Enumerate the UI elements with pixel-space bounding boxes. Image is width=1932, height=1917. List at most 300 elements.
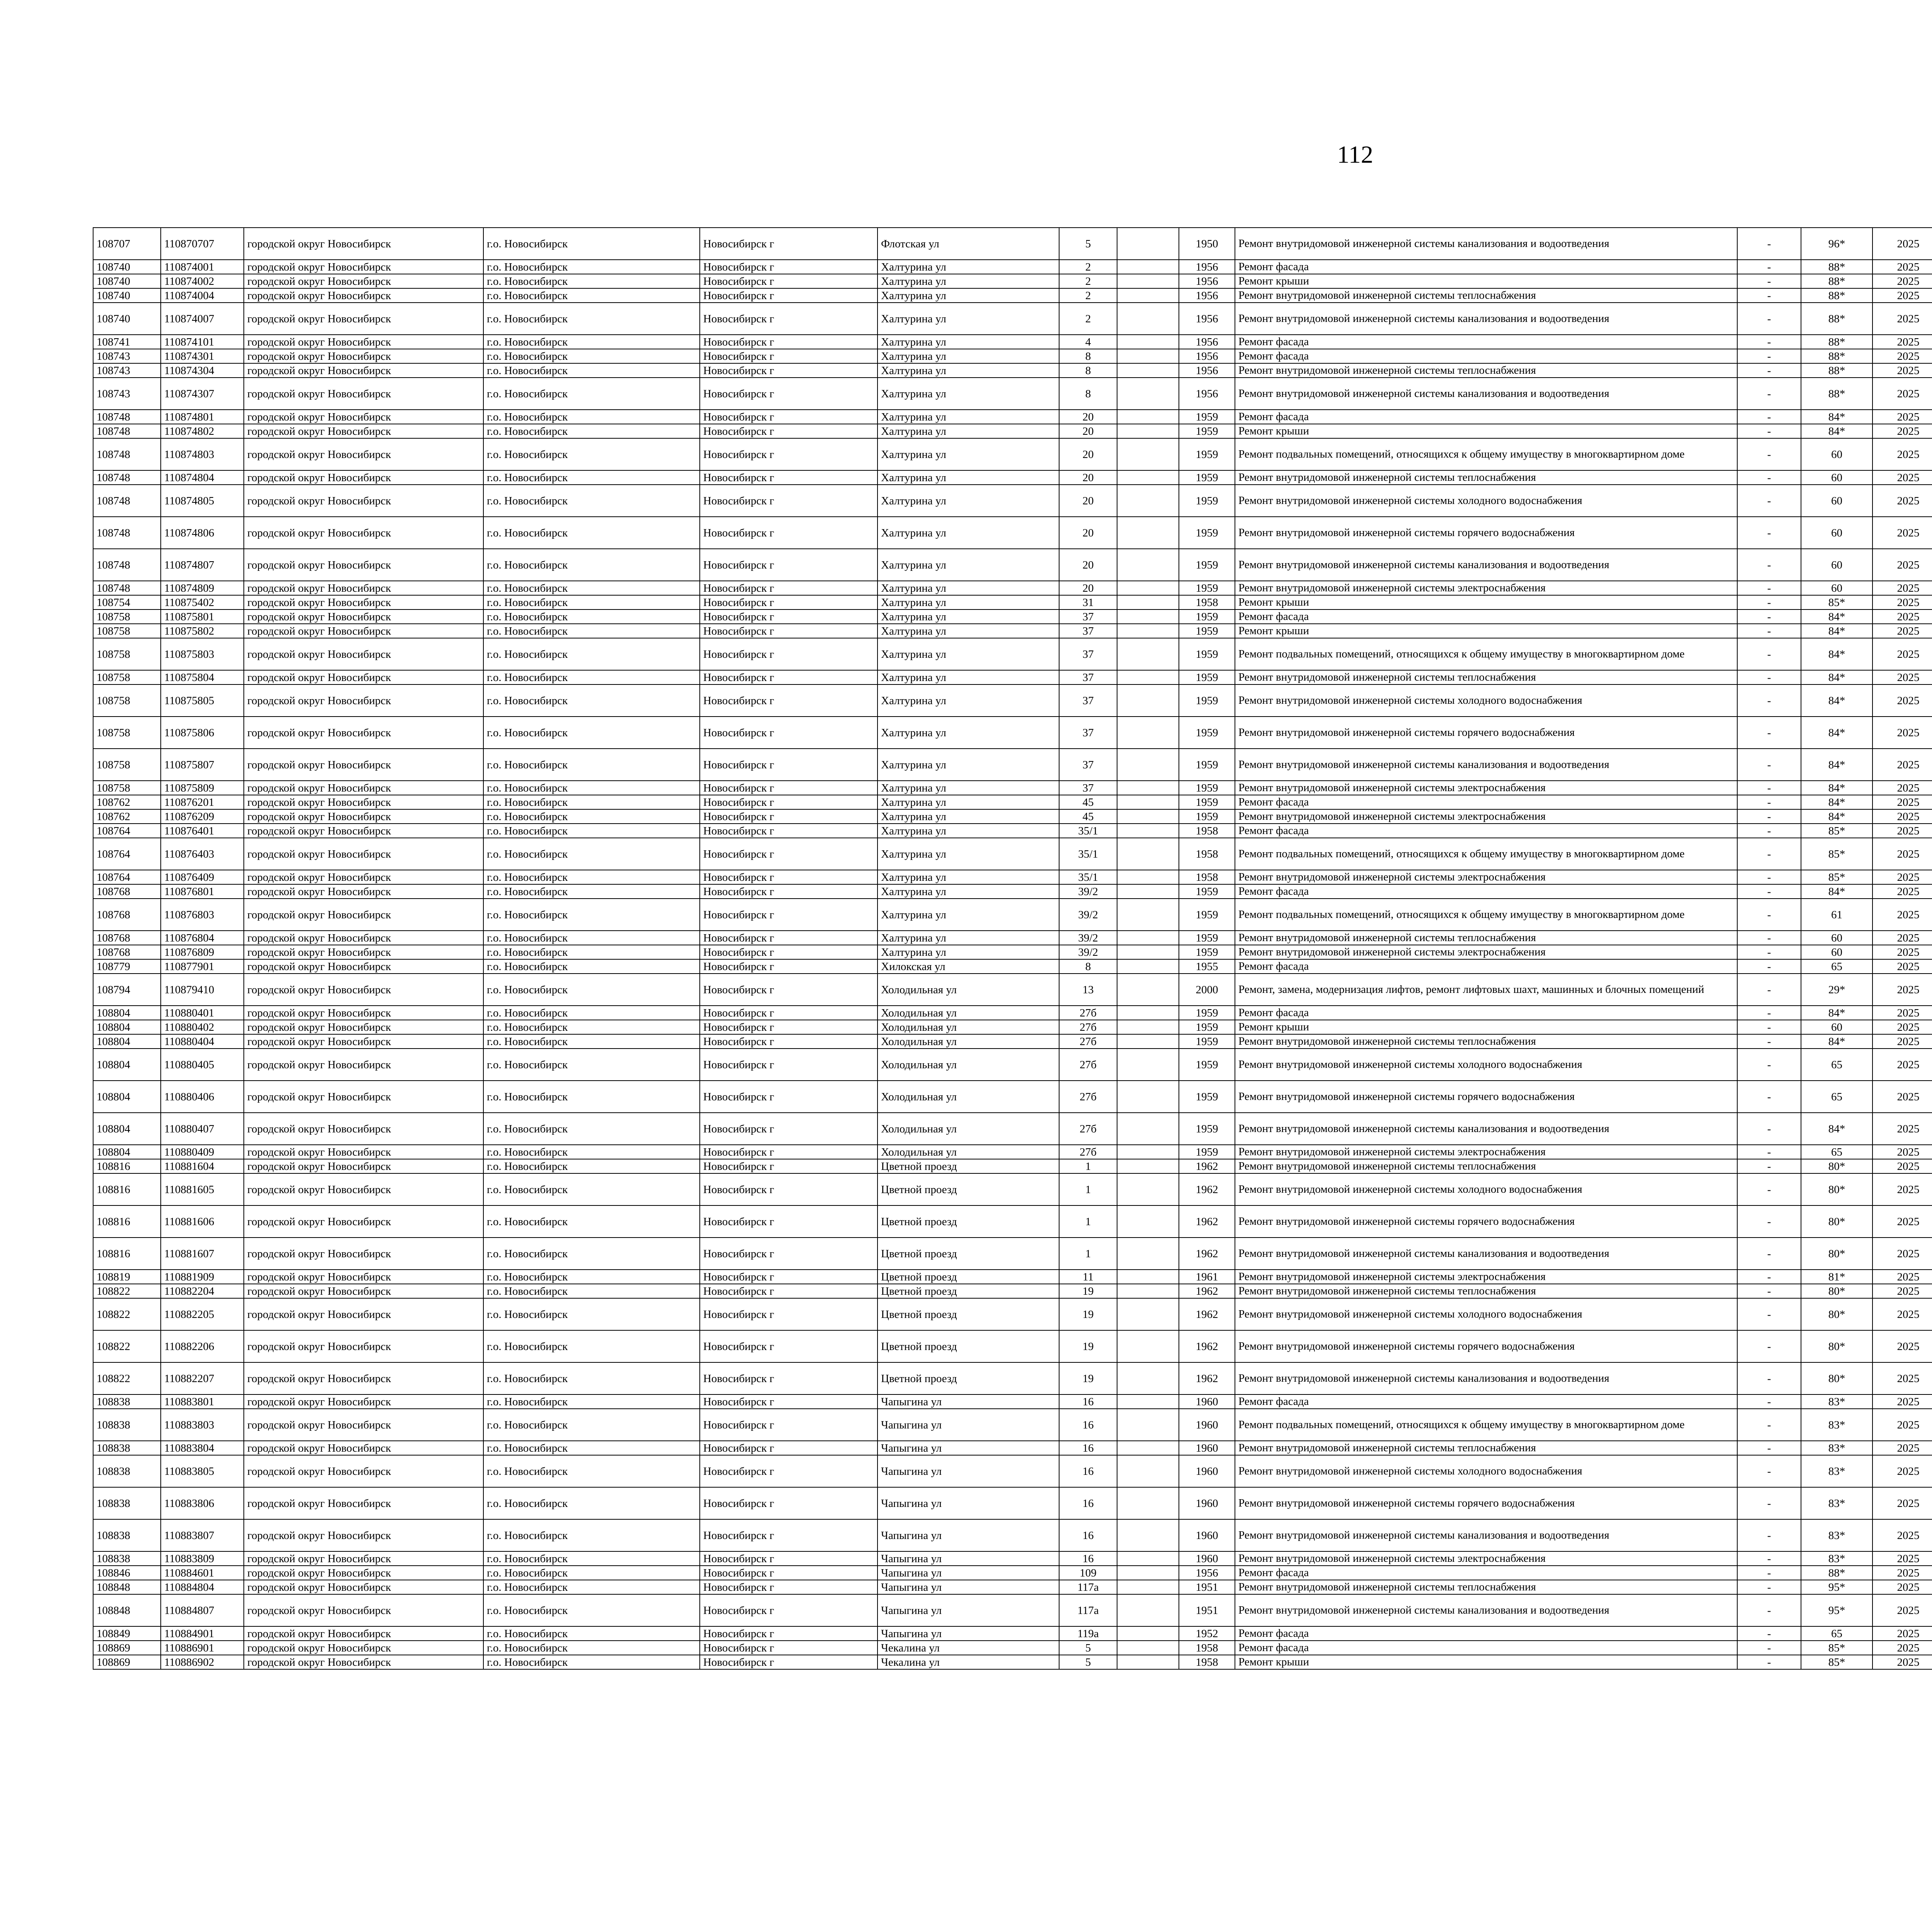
cell-work-id: 110876804 — [161, 931, 244, 945]
cell-object-id: 108819 — [93, 1270, 161, 1284]
cell-work-id: 110881604 — [161, 1159, 244, 1173]
cell-municipality: городской округ Новосибирск — [244, 1205, 483, 1238]
cell-municipality: городской округ Новосибирск — [244, 288, 483, 303]
cell-municipality: городской округ Новосибирск — [244, 1594, 483, 1626]
cell-dash: - — [1737, 470, 1801, 485]
cell-locality: Новосибирск г — [700, 335, 878, 349]
cell-object-id: 108822 — [93, 1362, 161, 1394]
table-row — [93, 1145, 1932, 1159]
cell-work-id: 110880405 — [161, 1049, 244, 1081]
cell-object-id: 108838 — [93, 1409, 161, 1441]
cell-blank — [1117, 945, 1179, 959]
cell-year-start: 2025 — [1872, 349, 1932, 363]
table-row — [93, 870, 1932, 884]
cell-house-number: 27б — [1059, 1020, 1117, 1034]
cell-year-start: 2025 — [1872, 1551, 1932, 1566]
cell-wear-percent: 80* — [1801, 1298, 1872, 1330]
cell-settlement: г.о. Новосибирск — [483, 303, 700, 335]
cell-blank — [1117, 959, 1179, 974]
cell-build-year: 1956 — [1179, 349, 1235, 363]
cell-blank — [1117, 1238, 1179, 1270]
cell-year-start: 2025 — [1872, 1362, 1932, 1394]
table-row — [93, 1409, 1932, 1441]
cell-municipality: городской округ Новосибирск — [244, 1298, 483, 1330]
cell-year-start: 2025 — [1872, 945, 1932, 959]
cell-dash: - — [1737, 959, 1801, 974]
cell-house-number: 20 — [1059, 470, 1117, 485]
cell-object-id: 108748 — [93, 485, 161, 517]
cell-dash: - — [1737, 1173, 1801, 1205]
cell-settlement: г.о. Новосибирск — [483, 974, 700, 1006]
cell-settlement: г.о. Новосибирск — [483, 410, 700, 424]
cell-dash: - — [1737, 1487, 1801, 1519]
table-row — [93, 470, 1932, 485]
cell-municipality: городской округ Новосибирск — [244, 1049, 483, 1081]
cell-work-id: 110880401 — [161, 1006, 244, 1020]
cell-house-number: 39/2 — [1059, 884, 1117, 899]
cell-year-start: 2025 — [1872, 1298, 1932, 1330]
cell-year-start: 2025 — [1872, 899, 1932, 931]
table-row — [93, 1362, 1932, 1394]
cell-work-id: 110874002 — [161, 274, 244, 288]
cell-work-id: 110884601 — [161, 1566, 244, 1580]
cell-work-id: 110874801 — [161, 410, 244, 424]
cell-object-id: 108740 — [93, 260, 161, 274]
cell-year-start: 2025 — [1872, 670, 1932, 684]
cell-build-year: 1959 — [1179, 638, 1235, 670]
cell-municipality: городской округ Новосибирск — [244, 945, 483, 959]
cell-house-number: 27б — [1059, 1049, 1117, 1081]
cell-build-year: 1959 — [1179, 438, 1235, 470]
cell-house-number: 37 — [1059, 670, 1117, 684]
cell-work-id: 110874809 — [161, 581, 244, 595]
cell-settlement: г.о. Новосибирск — [483, 1298, 700, 1330]
cell-dash: - — [1737, 1455, 1801, 1487]
cell-dash: - — [1737, 809, 1801, 824]
cell-wear-percent: 65 — [1801, 1145, 1872, 1159]
cell-object-id: 108764 — [93, 870, 161, 884]
cell-blank — [1117, 1205, 1179, 1238]
cell-object-id: 108804 — [93, 1034, 161, 1049]
cell-build-year: 1959 — [1179, 809, 1235, 824]
cell-settlement: г.о. Новосибирск — [483, 870, 700, 884]
cell-settlement: г.о. Новосибирск — [483, 595, 700, 609]
cell-wear-percent: 60 — [1801, 485, 1872, 517]
cell-blank — [1117, 1594, 1179, 1626]
cell-street: Халтурина ул — [878, 670, 1059, 684]
cell-house-number: 19 — [1059, 1330, 1117, 1362]
cell-work-type: Ремонт внутридомовой инженерной системы канализования и водоотведения — [1235, 1113, 1737, 1145]
cell-locality: Новосибирск г — [700, 824, 878, 838]
cell-locality: Новосибирск г — [700, 1594, 878, 1626]
cell-street: Чекалина ул — [878, 1641, 1059, 1655]
cell-work-type: Ремонт фасада — [1235, 1641, 1737, 1655]
cell-blank — [1117, 410, 1179, 424]
cell-wear-percent: 96* — [1801, 228, 1872, 260]
cell-build-year: 1959 — [1179, 717, 1235, 749]
cell-work-type: Ремонт внутридомовой инженерной системы холодного водоснабжения — [1235, 1455, 1737, 1487]
cell-blank — [1117, 870, 1179, 884]
cell-year-start: 2025 — [1872, 1441, 1932, 1455]
cell-dash: - — [1737, 1145, 1801, 1159]
cell-build-year: 1959 — [1179, 1145, 1235, 1159]
cell-work-id: 110874807 — [161, 549, 244, 581]
cell-street: Чапыгина ул — [878, 1409, 1059, 1441]
cell-work-type: Ремонт подвальных помещений, относящихся к общему имуществу в многоквартирном доме — [1235, 899, 1737, 931]
cell-wear-percent: 60 — [1801, 470, 1872, 485]
table-row — [93, 749, 1932, 781]
cell-settlement: г.о. Новосибирск — [483, 1655, 700, 1669]
cell-work-id: 110875807 — [161, 749, 244, 781]
cell-settlement: г.о. Новосибирск — [483, 378, 700, 410]
table-row — [93, 260, 1932, 274]
cell-house-number: 16 — [1059, 1455, 1117, 1487]
table-row — [93, 335, 1932, 349]
cell-object-id: 108758 — [93, 624, 161, 638]
cell-year-start: 2025 — [1872, 638, 1932, 670]
cell-blank — [1117, 838, 1179, 870]
cell-settlement: г.о. Новосибирск — [483, 1455, 700, 1487]
cell-object-id: 108869 — [93, 1655, 161, 1669]
cell-work-type: Ремонт подвальных помещений, относящихся к общему имуществу в многоквартирном доме — [1235, 1409, 1737, 1441]
cell-locality: Новосибирск г — [700, 1145, 878, 1159]
cell-settlement: г.о. Новосибирск — [483, 1034, 700, 1049]
table-row — [93, 1580, 1932, 1594]
cell-year-start: 2025 — [1872, 1173, 1932, 1205]
cell-street: Халтурина ул — [878, 870, 1059, 884]
cell-object-id: 108804 — [93, 1020, 161, 1034]
cell-street: Халтурина ул — [878, 410, 1059, 424]
cell-municipality: городской округ Новосибирск — [244, 549, 483, 581]
cell-work-type: Ремонт внутридомовой инженерной системы горячего водоснабжения — [1235, 1081, 1737, 1113]
cell-locality: Новосибирск г — [700, 1626, 878, 1641]
cell-settlement: г.о. Новосибирск — [483, 670, 700, 684]
cell-work-type: Ремонт внутридомовой инженерной системы холодного водоснабжения — [1235, 684, 1737, 717]
cell-object-id: 108804 — [93, 1113, 161, 1145]
cell-object-id: 108743 — [93, 378, 161, 410]
cell-year-start: 2025 — [1872, 581, 1932, 595]
cell-settlement: г.о. Новосибирск — [483, 638, 700, 670]
cell-wear-percent: 84* — [1801, 809, 1872, 824]
cell-street: Халтурина ул — [878, 809, 1059, 824]
cell-year-start: 2025 — [1872, 1487, 1932, 1519]
cell-municipality: городской округ Новосибирск — [244, 1020, 483, 1034]
cell-blank — [1117, 363, 1179, 378]
cell-dash: - — [1737, 228, 1801, 260]
cell-wear-percent: 60 — [1801, 945, 1872, 959]
cell-street: Халтурина ул — [878, 424, 1059, 438]
cell-dash: - — [1737, 624, 1801, 638]
cell-street: Чапыгина ул — [878, 1519, 1059, 1551]
cell-street: Халтурина ул — [878, 288, 1059, 303]
cell-house-number: 37 — [1059, 624, 1117, 638]
cell-object-id: 108794 — [93, 974, 161, 1006]
cell-wear-percent: 84* — [1801, 795, 1872, 809]
cell-street: Чапыгина ул — [878, 1455, 1059, 1487]
cell-work-type: Ремонт внутридомовой инженерной системы горячего водоснабжения — [1235, 1330, 1737, 1362]
cell-blank — [1117, 1173, 1179, 1205]
cell-house-number: 27б — [1059, 1006, 1117, 1020]
cell-wear-percent: 85* — [1801, 1655, 1872, 1669]
cell-object-id: 108743 — [93, 363, 161, 378]
cell-object-id: 108740 — [93, 274, 161, 288]
cell-work-type: Ремонт внутридомовой инженерной системы горячего водоснабжения — [1235, 1205, 1737, 1238]
cell-house-number: 45 — [1059, 795, 1117, 809]
cell-work-id: 110881605 — [161, 1173, 244, 1205]
cell-work-type: Ремонт внутридомовой инженерной системы канализования и водоотведения — [1235, 1519, 1737, 1551]
cell-wear-percent: 84* — [1801, 410, 1872, 424]
cell-locality: Новосибирск г — [700, 809, 878, 824]
cell-municipality: городской округ Новосибирск — [244, 959, 483, 974]
cell-work-type: Ремонт фасада — [1235, 884, 1737, 899]
cell-municipality: городской округ Новосибирск — [244, 1145, 483, 1159]
cell-work-id: 110874004 — [161, 288, 244, 303]
cell-work-id: 110874803 — [161, 438, 244, 470]
cell-wear-percent: 88* — [1801, 349, 1872, 363]
cell-build-year: 1961 — [1179, 1270, 1235, 1284]
cell-build-year: 1962 — [1179, 1362, 1235, 1394]
cell-object-id: 108838 — [93, 1394, 161, 1409]
cell-work-type: Ремонт крыши — [1235, 624, 1737, 638]
cell-object-id: 108758 — [93, 609, 161, 624]
cell-locality: Новосибирск г — [700, 378, 878, 410]
cell-municipality: городской округ Новосибирск — [244, 781, 483, 795]
cell-settlement: г.о. Новосибирск — [483, 485, 700, 517]
table-row — [93, 303, 1932, 335]
cell-municipality: городской округ Новосибирск — [244, 1519, 483, 1551]
cell-work-type: Ремонт фасада — [1235, 795, 1737, 809]
cell-year-start: 2025 — [1872, 781, 1932, 795]
cell-blank — [1117, 595, 1179, 609]
cell-house-number: 37 — [1059, 684, 1117, 717]
cell-dash: - — [1737, 378, 1801, 410]
cell-street: Халтурина ул — [878, 335, 1059, 349]
cell-work-type: Ремонт внутридомовой инженерной системы теплоснабжения — [1235, 363, 1737, 378]
cell-work-id: 110879410 — [161, 974, 244, 1006]
cell-work-type: Ремонт внутридомовой инженерной системы горячего водоснабжения — [1235, 517, 1737, 549]
cell-dash: - — [1737, 424, 1801, 438]
cell-work-type: Ремонт, замена, модернизация лифтов, ремонт лифтовых шахт, машинных и блочных помещений — [1235, 974, 1737, 1006]
cell-municipality: городской округ Новосибирск — [244, 410, 483, 424]
cell-blank — [1117, 974, 1179, 1006]
cell-street: Халтурина ул — [878, 838, 1059, 870]
cell-municipality: городской округ Новосибирск — [244, 335, 483, 349]
cell-locality: Новосибирск г — [700, 1049, 878, 1081]
cell-dash: - — [1737, 485, 1801, 517]
cell-dash: - — [1737, 1519, 1801, 1551]
cell-municipality: городской округ Новосибирск — [244, 1113, 483, 1145]
cell-build-year: 1959 — [1179, 749, 1235, 781]
cell-build-year: 2000 — [1179, 974, 1235, 1006]
cell-object-id: 108848 — [93, 1594, 161, 1626]
cell-build-year: 1951 — [1179, 1594, 1235, 1626]
cell-locality: Новосибирск г — [700, 884, 878, 899]
cell-wear-percent: 80* — [1801, 1173, 1872, 1205]
cell-settlement: г.о. Новосибирск — [483, 884, 700, 899]
cell-object-id: 108816 — [93, 1159, 161, 1173]
table-row — [93, 1034, 1932, 1049]
cell-dash: - — [1737, 1330, 1801, 1362]
cell-locality: Новосибирск г — [700, 945, 878, 959]
cell-street: Халтурина ул — [878, 749, 1059, 781]
cell-dash: - — [1737, 931, 1801, 945]
cell-municipality: городской округ Новосибирск — [244, 438, 483, 470]
cell-settlement: г.о. Новосибирск — [483, 749, 700, 781]
cell-object-id: 108768 — [93, 899, 161, 931]
cell-dash: - — [1737, 1238, 1801, 1270]
cell-blank — [1117, 517, 1179, 549]
cell-work-id: 110884804 — [161, 1580, 244, 1594]
cell-street: Чекалина ул — [878, 1655, 1059, 1669]
cell-blank — [1117, 1455, 1179, 1487]
cell-wear-percent: 85* — [1801, 838, 1872, 870]
cell-object-id: 108748 — [93, 517, 161, 549]
cell-settlement: г.о. Новосибирск — [483, 549, 700, 581]
table-row — [93, 1081, 1932, 1113]
cell-dash: - — [1737, 1270, 1801, 1284]
table-row — [93, 1626, 1932, 1641]
cell-locality: Новосибирск г — [700, 1455, 878, 1487]
cell-blank — [1117, 1270, 1179, 1284]
cell-dash: - — [1737, 1020, 1801, 1034]
cell-build-year: 1959 — [1179, 1049, 1235, 1081]
cell-blank — [1117, 670, 1179, 684]
cell-year-start: 2025 — [1872, 1113, 1932, 1145]
cell-blank — [1117, 303, 1179, 335]
cell-street: Хилокская ул — [878, 959, 1059, 974]
table-row — [93, 549, 1932, 581]
cell-municipality: городской округ Новосибирск — [244, 1081, 483, 1113]
cell-year-start: 2025 — [1872, 438, 1932, 470]
capital-repair-table — [93, 227, 1932, 1670]
cell-dash: - — [1737, 899, 1801, 931]
cell-blank — [1117, 609, 1179, 624]
table-row — [93, 638, 1932, 670]
cell-object-id: 108758 — [93, 684, 161, 717]
table-row — [93, 1270, 1932, 1284]
cell-street: Халтурина ул — [878, 438, 1059, 470]
cell-wear-percent: 83* — [1801, 1551, 1872, 1566]
cell-build-year: 1962 — [1179, 1238, 1235, 1270]
cell-locality: Новосибирск г — [700, 1205, 878, 1238]
cell-municipality: городской округ Новосибирск — [244, 1409, 483, 1441]
cell-wear-percent: 83* — [1801, 1441, 1872, 1455]
cell-build-year: 1962 — [1179, 1298, 1235, 1330]
cell-year-start: 2025 — [1872, 1049, 1932, 1081]
cell-object-id: 108768 — [93, 884, 161, 899]
cell-build-year: 1959 — [1179, 670, 1235, 684]
cell-build-year: 1958 — [1179, 1655, 1235, 1669]
table-row — [93, 438, 1932, 470]
cell-object-id: 108804 — [93, 1081, 161, 1113]
cell-wear-percent: 85* — [1801, 824, 1872, 838]
cell-year-start: 2025 — [1872, 470, 1932, 485]
cell-wear-percent: 85* — [1801, 1641, 1872, 1655]
cell-work-id: 110877901 — [161, 959, 244, 974]
cell-build-year: 1960 — [1179, 1551, 1235, 1566]
cell-house-number: 11 — [1059, 1270, 1117, 1284]
cell-wear-percent: 81* — [1801, 1270, 1872, 1284]
cell-municipality: городской округ Новосибирск — [244, 303, 483, 335]
cell-house-number: 39/2 — [1059, 899, 1117, 931]
cell-locality: Новосибирск г — [700, 1081, 878, 1113]
cell-dash: - — [1737, 438, 1801, 470]
cell-build-year: 1960 — [1179, 1519, 1235, 1551]
cell-blank — [1117, 781, 1179, 795]
cell-work-type: Ремонт фасада — [1235, 1626, 1737, 1641]
table-row — [93, 624, 1932, 638]
cell-settlement: г.о. Новосибирск — [483, 1409, 700, 1441]
cell-street: Халтурина ул — [878, 609, 1059, 624]
cell-year-start: 2025 — [1872, 595, 1932, 609]
cell-work-id: 110880409 — [161, 1145, 244, 1159]
cell-build-year: 1956 — [1179, 378, 1235, 410]
cell-street: Холодильная ул — [878, 1049, 1059, 1081]
cell-year-start: 2025 — [1872, 1006, 1932, 1020]
cell-municipality: городской округ Новосибирск — [244, 1034, 483, 1049]
cell-wear-percent: 80* — [1801, 1238, 1872, 1270]
cell-blank — [1117, 884, 1179, 899]
cell-blank — [1117, 795, 1179, 809]
table-row — [93, 1113, 1932, 1145]
cell-wear-percent: 80* — [1801, 1284, 1872, 1298]
cell-house-number: 39/2 — [1059, 931, 1117, 945]
cell-object-id: 108741 — [93, 335, 161, 349]
cell-build-year: 1960 — [1179, 1455, 1235, 1487]
cell-build-year: 1959 — [1179, 485, 1235, 517]
cell-wear-percent: 95* — [1801, 1594, 1872, 1626]
cell-dash: - — [1737, 1394, 1801, 1409]
cell-work-type: Ремонт внутридомовой инженерной системы канализования и водоотведения — [1235, 378, 1737, 410]
cell-work-type: Ремонт внутридомовой инженерной системы электроснабжения — [1235, 581, 1737, 595]
cell-dash: - — [1737, 1113, 1801, 1145]
cell-locality: Новосибирск г — [700, 838, 878, 870]
cell-build-year: 1956 — [1179, 303, 1235, 335]
cell-house-number: 1 — [1059, 1205, 1117, 1238]
cell-work-type: Ремонт внутридомовой инженерной системы канализования и водоотведения — [1235, 1594, 1737, 1626]
cell-year-start: 2025 — [1872, 795, 1932, 809]
cell-locality: Новосибирск г — [700, 288, 878, 303]
cell-work-id: 110881607 — [161, 1238, 244, 1270]
cell-work-type: Ремонт внутридомовой инженерной системы электроснабжения — [1235, 809, 1737, 824]
cell-wear-percent: 60 — [1801, 1020, 1872, 1034]
cell-settlement: г.о. Новосибирск — [483, 624, 700, 638]
cell-work-type: Ремонт фасада — [1235, 1006, 1737, 1020]
cell-build-year: 1962 — [1179, 1330, 1235, 1362]
table-row — [93, 824, 1932, 838]
cell-street: Халтурина ул — [878, 549, 1059, 581]
cell-object-id: 108762 — [93, 809, 161, 824]
table-row — [93, 1205, 1932, 1238]
cell-blank — [1117, 824, 1179, 838]
cell-dash: - — [1737, 1159, 1801, 1173]
table-row — [93, 1159, 1932, 1173]
cell-municipality: городской округ Новосибирск — [244, 899, 483, 931]
cell-settlement: г.о. Новосибирск — [483, 781, 700, 795]
cell-dash: - — [1737, 1551, 1801, 1566]
cell-work-type: Ремонт внутридомовой инженерной системы теплоснабжения — [1235, 670, 1737, 684]
cell-work-id: 110874806 — [161, 517, 244, 549]
cell-locality: Новосибирск г — [700, 581, 878, 595]
table-row — [93, 884, 1932, 899]
cell-year-start: 2025 — [1872, 228, 1932, 260]
table-row — [93, 363, 1932, 378]
cell-locality: Новосибирск г — [700, 1270, 878, 1284]
cell-work-id: 110870707 — [161, 228, 244, 260]
cell-work-id: 110874001 — [161, 260, 244, 274]
cell-dash: - — [1737, 609, 1801, 624]
cell-blank — [1117, 1330, 1179, 1362]
